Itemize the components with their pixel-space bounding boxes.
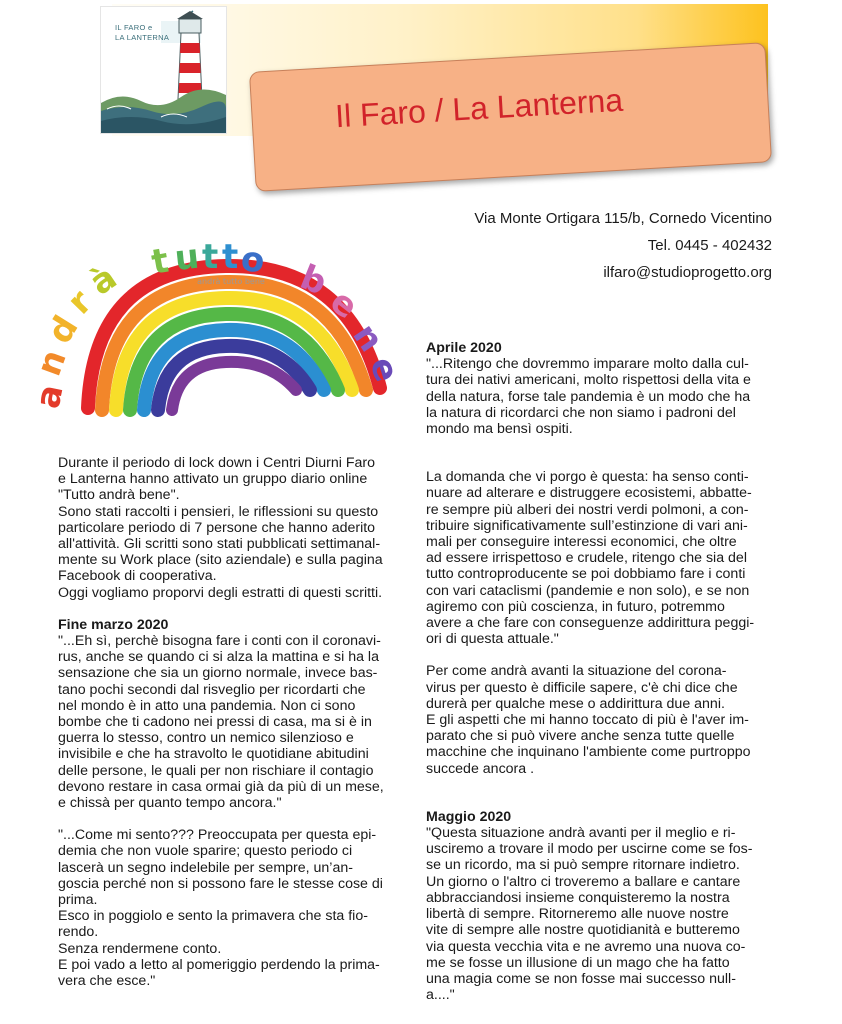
contact-phone: Tel. 0445 - 402432: [647, 237, 772, 254]
text-line: vite di sempre alle nostre quotidianità e butteremo: [426, 922, 740, 939]
text-line: E poi vado a letto al pomeriggio perdendo la prima-: [58, 956, 380, 973]
text-line: "...Eh sì, perchè bisogna fare i conti con il coronavi-: [58, 633, 381, 650]
logo-text: [115, 23, 169, 43]
text-line: Un giorno o l'altro ci troveremo a ballare e cantare: [426, 873, 741, 890]
logo-line-1: IL FARO e: [115, 23, 153, 32]
svg-text:n: n: [344, 316, 392, 360]
text-line: me se fosse un illusione di un mago che ha fatto: [426, 954, 730, 971]
text-line: vera che esce.": [58, 973, 156, 990]
text-line: avere a che fare con conseguenze addirittura peggi-: [426, 615, 755, 632]
text-line: "Tutto andrà bene".: [58, 487, 180, 504]
text-line: Durante il periodo di lock down i Centri Diurni Faro: [58, 455, 375, 471]
text-line: succede ancora .: [426, 760, 535, 777]
text-line: Esco in poggiolo e sento la primavera che sta fio-: [58, 908, 368, 925]
heading-maggio: Maggio 2020: [426, 808, 512, 825]
text-line: tano pochi secondi dal risveglio per ricordarti che: [58, 681, 366, 698]
svg-text:t: t: [148, 240, 172, 283]
text-line: libertà di sempre. Ritorneremo alle nuove nostre: [426, 906, 729, 923]
text-line: demia che non vuole sparire; questo periodo ci: [58, 843, 353, 860]
text-line: sensazione che sia un giorno normale, invece bas-: [58, 665, 378, 682]
text-line: una magia come se non fosse mai successo null-: [426, 970, 736, 987]
quote-fine-marzo-2: [58, 827, 416, 989]
text-line: via questa vecchia vita e ne avremo una nuova co-: [426, 938, 746, 955]
rainbow-lettering: [27, 236, 426, 418]
text-line: della natura, forse tale pandemia è un modo che ha: [426, 388, 751, 405]
text-line: devono restare in casa ormai già da più di un mese,: [58, 778, 384, 795]
text-line: agiremo con più coscienza, in futuro, potremmo: [426, 598, 725, 615]
text-line: nel mondo è in atto una pandemia. Non ci sono: [58, 697, 356, 714]
text-line: E gli aspetti che mi hanno toccato di più è l'aver im-: [426, 712, 749, 729]
text-line: virus per questo è difficile sapere, c'è chi dice che: [426, 679, 738, 696]
logo-line-2: LA LANTERNA: [115, 33, 170, 42]
text-line: ad essere irrispettoso e crudele, ritengo che sia del: [426, 550, 747, 567]
text-line: delle persone, le quali per non rischiare il contagio: [58, 762, 374, 779]
svg-text:e: e: [361, 352, 407, 387]
text-line: durerà per qualche mese o addirittura due anni.: [426, 695, 725, 712]
text-line: a....": [426, 987, 455, 1004]
svg-text:e: e: [322, 281, 366, 328]
text-line: con vari cataclismi (pandemie e non solo), e se non: [426, 582, 750, 599]
text-line: mente su Work place (sito aziendale) e sulla pagina: [58, 552, 383, 569]
text-line: la natura di ricordarci che non siamo i padroni del: [426, 404, 736, 421]
text-line: invisibile e che ha stravolto le quotidiane abitudini: [58, 746, 369, 763]
text-line: "...Come mi sento??? Preoccupata per questa epi-: [58, 827, 377, 844]
text-line: lascerà un segno indelebile per sempre, un’an-: [58, 859, 353, 876]
left-column: [58, 455, 416, 989]
svg-text:b: b: [294, 257, 333, 304]
text-line: goscia perché non si possono fare le stesse cose di: [58, 875, 383, 892]
page-title: Il Faro / La Lanterna: [334, 81, 624, 135]
svg-text:u: u: [172, 236, 202, 279]
text-line: tribuire significativamente sull’estinzione di vari ani-: [426, 517, 748, 534]
text-line: all'attività. Gli scritti sono stati pubblicati settimanal-: [58, 536, 381, 553]
text-line: abbracciandosi insieme conquisteremo la nostra: [426, 889, 730, 906]
text-line: macchine che inquinano l'ambiente come purtroppo: [426, 744, 751, 761]
svg-text:a: a: [27, 381, 72, 412]
text-line: "Questa situazione andrà avanti per il meglio e ri-: [426, 825, 736, 842]
text-line: e Lanterna hanno attivato un gruppo diario online: [58, 471, 368, 488]
text-line: "...Ritengo che dovremmo imparare molto dalla cul-: [426, 356, 749, 373]
heading-aprile: Aprile 2020: [426, 340, 502, 356]
quote-aprile-3: [426, 663, 780, 776]
faro-lanterna-logo: [100, 6, 227, 134]
heading-fine-marzo: Fine marzo 2020: [58, 616, 169, 633]
quote-maggio: [426, 825, 780, 1003]
contact-email: ilfaro@studioprogetto.org: [603, 264, 772, 281]
text-line: nuare ad alterare e distruggere ecosistemi, abbatte-: [426, 485, 752, 502]
text-line: guerra lo stesso, contro un nemico silenzioso e: [58, 730, 354, 747]
quote-aprile-2: [426, 469, 780, 647]
svg-text:d: d: [39, 308, 87, 351]
right-column: [426, 340, 780, 1003]
svg-text:r: r: [59, 282, 101, 323]
text-line: parato che si può vivere anche senza tutte quelle: [426, 728, 735, 745]
rainbow-caption: andrà tutto bene: [197, 277, 265, 286]
svg-text:à: à: [82, 257, 125, 304]
text-line: Facebook di cooperativa.: [58, 568, 217, 585]
text-line: particolare periodo di 7 persone che hanno aderito: [58, 519, 376, 536]
text-line: re sempre più alberi dei nostri verdi polmoni, a con-: [426, 501, 749, 518]
svg-text:t: t: [202, 237, 219, 277]
svg-text:t: t: [222, 237, 239, 277]
text-line: e chissà per quanto tempo ancora.": [58, 795, 282, 812]
text-line: bombe che ti cadono nei pressi di casa, ma si è in: [58, 714, 372, 731]
contact-address: Via Monte Ortigara 115/b, Cornedo Vicentino: [474, 210, 772, 227]
text-line: tura dei nativi americani, molto rispettosi della vita e: [426, 372, 751, 389]
text-line: usciremo a trovare il modo per uscirne come se fos-: [426, 841, 753, 858]
text-line: se un ricordo, ma si può sempre ritornare indietro.: [426, 857, 740, 874]
text-line: La domanda che vi porgo è questa: ha senso conti-: [426, 469, 749, 486]
intro-paragraph: [58, 455, 416, 601]
text-line: Oggi vogliamo proporvi degli estratti di questi scritti.: [58, 584, 383, 601]
text-line: rus, anche se quando ci si alza la mattina e si ha la: [58, 649, 379, 666]
text-line: mondo ma bensì ospiti.: [426, 421, 573, 438]
text-line: Sono stati raccolti i pensieri, le riflessioni su questo: [58, 503, 379, 520]
text-line: mali per conseguire interessi economici, che oltre: [426, 534, 737, 551]
quote-aprile-1: [426, 356, 780, 437]
text-line: Per come andrà avanti la situazione del corona-: [426, 663, 727, 680]
text-line: tutto controproducente se poi dobbiamo fare i conti: [426, 566, 746, 583]
text-line: Senza rendermene conto.: [58, 940, 222, 957]
svg-text:o: o: [239, 239, 267, 282]
svg-text:n: n: [28, 344, 75, 382]
text-line: prima.: [58, 892, 98, 909]
text-line: rendo.: [58, 924, 99, 941]
quote-fine-marzo-1: [58, 633, 416, 811]
text-line: ori di questa attuale.": [426, 631, 559, 648]
